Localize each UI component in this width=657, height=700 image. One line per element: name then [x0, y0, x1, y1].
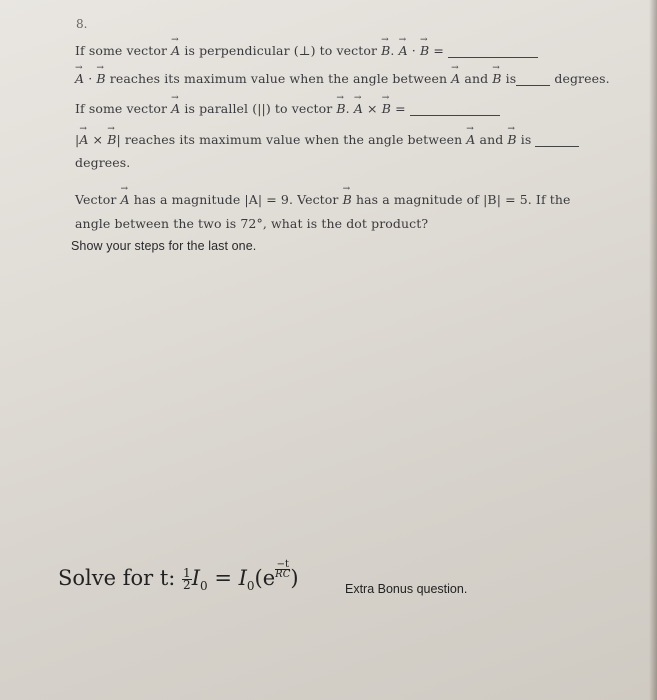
- solve-prefix: Solve for t:: [58, 566, 176, 590]
- text: degrees.: [554, 71, 610, 86]
- text: and: [464, 71, 489, 86]
- text: .: [345, 101, 350, 116]
- text: has a magnitude of |B| = 5. If the: [355, 192, 571, 207]
- abs-bar: |: [75, 132, 80, 147]
- question-line-7: angle between the two is 72°, what is the dot product?: [75, 216, 429, 231]
- exponent-denominator: RC: [275, 569, 291, 580]
- answer-blank[interactable]: [410, 103, 500, 116]
- text: is perpendicular (⊥) to vector: [184, 43, 378, 58]
- question-line-3: [75, 101, 500, 116]
- text: If some vector: [75, 101, 168, 116]
- close-paren: ): [290, 566, 299, 590]
- vector-a: → A: [451, 71, 460, 86]
- vector-a: → A: [399, 43, 408, 58]
- text: is parallel (||) to vector: [184, 101, 333, 116]
- text: Vector: [75, 192, 117, 207]
- vector-b: → B: [107, 132, 116, 147]
- cross-operator: ×: [367, 101, 378, 116]
- vector-b: → B: [507, 132, 516, 147]
- question-line-1: [75, 43, 538, 58]
- text: If some vector: [75, 43, 168, 58]
- text: has a magnitude |A| = 9. Vector: [133, 192, 339, 207]
- vector-a: → A: [171, 43, 180, 58]
- vector-a: → A: [120, 192, 129, 207]
- vector-b: → B: [381, 43, 390, 58]
- text: reaches its maximum value when the angle between: [124, 132, 463, 147]
- text: .: [390, 43, 395, 58]
- fraction-numerator: 1: [183, 566, 191, 580]
- page-edge-shadow: [649, 0, 657, 700]
- exponent-fraction: [275, 560, 290, 579]
- subscript: 0: [199, 579, 208, 594]
- question-line-6: [75, 192, 571, 207]
- vector-a: → A: [75, 71, 84, 86]
- subscript: 0: [246, 579, 255, 594]
- answer-blank[interactable]: [535, 134, 579, 147]
- dot-operator: ·: [88, 71, 93, 86]
- current-var: I: [191, 566, 200, 590]
- solve-equation: [58, 560, 299, 593]
- fraction-denominator: 2: [183, 578, 191, 592]
- vector-a: → A: [354, 101, 363, 116]
- question-line-2: [75, 71, 610, 86]
- instruction-line: Show your steps for the last one.: [71, 239, 257, 253]
- exp-base: (e: [254, 566, 276, 590]
- answer-blank[interactable]: [516, 73, 550, 86]
- text: and: [479, 132, 504, 147]
- vector-b: → B: [343, 192, 352, 207]
- bonus-label: Extra Bonus question.: [345, 582, 468, 596]
- question-number: 8.: [76, 17, 88, 31]
- equals-sign: =: [214, 566, 232, 590]
- fraction-half: [182, 568, 192, 591]
- text: is: [520, 132, 532, 147]
- abs-bar: |: [116, 132, 121, 147]
- current-var: I: [238, 566, 247, 590]
- equals-sign: =: [395, 101, 406, 116]
- dot-operator: ·: [411, 43, 416, 58]
- vector-b: → B: [492, 71, 501, 86]
- vector-a: → A: [171, 101, 180, 116]
- vector-b: → B: [96, 71, 105, 86]
- vector-b: → B: [336, 101, 345, 116]
- vector-b: → B: [420, 43, 429, 58]
- exponent-numerator: −t: [276, 559, 289, 570]
- question-line-4: [75, 132, 579, 147]
- question-line-5: degrees.: [75, 155, 131, 170]
- text: is: [505, 71, 517, 86]
- vector-b: → B: [382, 101, 391, 116]
- vector-a: → A: [466, 132, 475, 147]
- vector-a: → A: [79, 132, 88, 147]
- cross-operator: ×: [92, 132, 104, 147]
- answer-blank[interactable]: [448, 45, 538, 58]
- text: reaches its maximum value when the angle between: [109, 71, 448, 86]
- equals-sign: =: [433, 43, 444, 58]
